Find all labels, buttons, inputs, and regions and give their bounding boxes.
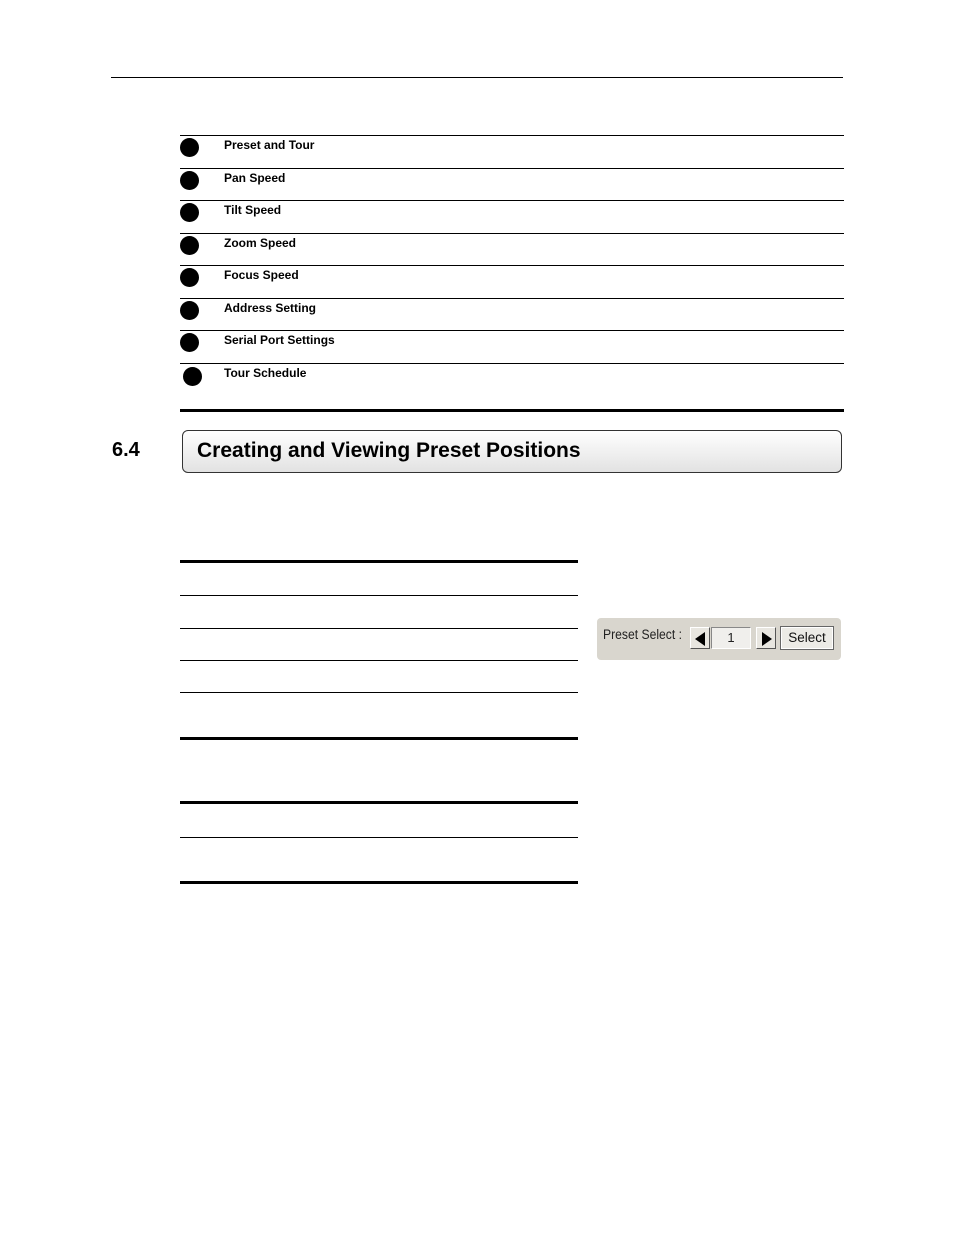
feature-row-address-setting — [180, 298, 844, 331]
feature-row-serial-port-settings — [180, 330, 844, 363]
bullet-icon — [180, 268, 199, 287]
feature-label: Tour Schedule — [224, 365, 307, 380]
table-row-rule — [180, 660, 578, 661]
feature-row-tour-schedule — [180, 363, 844, 396]
table-row-rule — [180, 692, 578, 693]
feature-label: Zoom Speed — [224, 235, 297, 250]
feature-row-zoom-speed — [180, 233, 844, 266]
preset-select-panel — [597, 618, 841, 660]
feature-table — [180, 135, 844, 395]
select-preset-button[interactable]: Select — [780, 626, 834, 650]
feature-label: Preset and Tour — [224, 138, 315, 152]
table-row-rule — [180, 837, 578, 838]
feature-row-tilt-speed — [180, 200, 844, 233]
bullet-icon — [180, 171, 199, 190]
bullet-icon — [180, 203, 199, 222]
feature-row-focus-speed — [180, 265, 844, 298]
feature-label: Serial Port Settings — [224, 333, 335, 347]
table-top-rule — [180, 560, 578, 563]
triangle-left-icon — [695, 632, 705, 646]
table-bottom-rule — [180, 737, 578, 740]
triangle-right-icon — [762, 632, 772, 646]
bullet-icon — [180, 138, 199, 157]
bullet-icon — [180, 236, 199, 255]
table-row-rule — [180, 595, 578, 596]
section-title: Creating and Viewing Preset Positions — [197, 439, 581, 462]
table-top-rule — [180, 801, 578, 804]
feature-label: Pan Speed — [224, 170, 286, 185]
section-banner — [182, 430, 842, 473]
feature-table-bottom-rule — [180, 409, 844, 412]
previous-preset-button[interactable] — [690, 627, 710, 649]
bullet-icon — [180, 301, 199, 320]
feature-row-pan-speed — [180, 168, 844, 201]
bullet-icon — [180, 333, 199, 352]
preset-number-field[interactable]: 1 — [711, 627, 751, 649]
feature-label: Address Setting — [224, 300, 317, 315]
feature-label: Tilt Speed — [224, 203, 282, 217]
feature-label: Focus Speed — [224, 268, 299, 282]
table-row-rule — [180, 628, 578, 629]
header-rule — [111, 77, 843, 78]
bullet-icon — [183, 367, 202, 386]
next-preset-button[interactable] — [756, 627, 776, 649]
section-number: 6.4 — [112, 439, 140, 461]
table-bottom-rule — [180, 881, 578, 884]
preset-select-label: Preset Select : — [603, 627, 683, 642]
feature-row-preset-and-tour — [180, 135, 844, 168]
